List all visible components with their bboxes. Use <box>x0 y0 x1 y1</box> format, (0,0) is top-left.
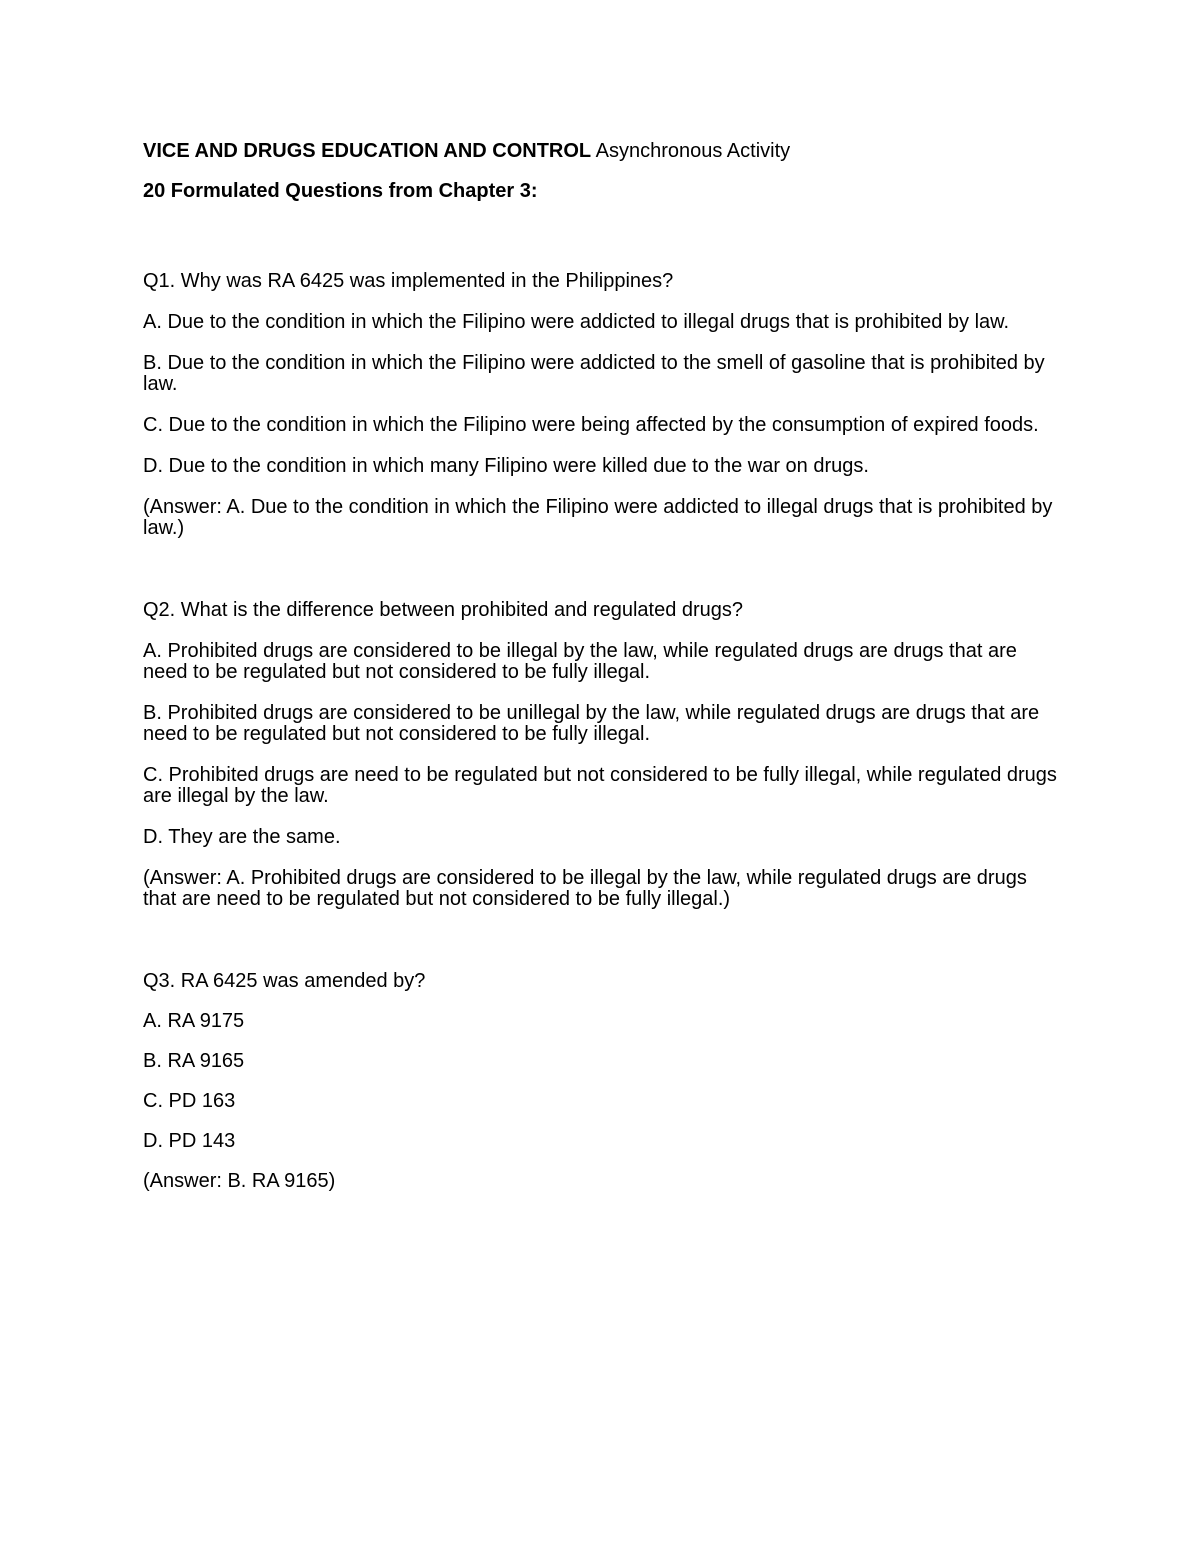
spacer <box>143 910 1058 971</box>
answer-option: A. Prohibited drugs are considered to be illegal by the law, while regulated drugs are drugs that are need to be regulated but not considered to be fully illegal. <box>143 640 1017 683</box>
answer-key: (Answer: A. Prohibited drugs are considered to be illegal by the law, while regulated drugs are drugs that are need to be regulated but not considered to be fully illegal.) <box>143 867 1027 910</box>
answer-option: A. Due to the condition in which the Filipino were addicted to illegal drugs that is prohibited by law. <box>143 311 1010 333</box>
answer-option: B. Due to the condition in which the Filipino were addicted to the smell of gasoline that is prohibited by law. <box>143 352 1045 395</box>
answer-option: D. Due to the condition in which many Filipino were killed due to the war on drugs. <box>143 455 869 477</box>
answer-key: (Answer: B. RA 9165) <box>143 1170 336 1192</box>
answer-option: C. PD 163 <box>143 1090 236 1112</box>
question-text: Q1. Why was RA 6425 was implemented in the Philippines? <box>143 270 674 292</box>
question-block-3 <box>143 971 1058 1192</box>
answer-option: C. Due to the condition in which the Filipino were being affected by the consumption of expired foods. <box>143 414 1039 436</box>
answer-option: B. RA 9165 <box>143 1050 245 1072</box>
answer-option: A. RA 9175 <box>143 1010 245 1032</box>
document-body <box>143 137 1058 1192</box>
spacer <box>143 539 1058 600</box>
document-title-rest: Asynchronous Activity <box>591 140 791 162</box>
question-text: Q2. What is the difference between prohibited and regulated drugs? <box>143 599 744 621</box>
document-title-bold: VICE AND DRUGS EDUCATION AND CONTROL <box>143 140 592 162</box>
answer-key: (Answer: A. Due to the condition in which the Filipino were addicted to illegal drugs that is prohibited by law.) <box>143 496 1053 539</box>
document-subtitle: 20 Formulated Questions from Chapter 3: <box>143 180 538 202</box>
answer-option: B. Prohibited drugs are considered to be unillegal by the law, while regulated drugs are drugs that are need to be regulated but not considered to be fully illegal. <box>143 702 1040 745</box>
question-block-2 <box>143 600 1058 910</box>
answer-option: D. They are the same. <box>143 826 341 848</box>
answer-option: D. PD 143 <box>143 1130 236 1152</box>
question-text: Q3. RA 6425 was amended by? <box>143 970 426 992</box>
document-title <box>143 137 1058 165</box>
question-block-1 <box>143 271 1058 539</box>
answer-option: C. Prohibited drugs are need to be regulated but not considered to be fully illegal, while regulated drugs are illegal by the law. <box>143 764 1057 807</box>
